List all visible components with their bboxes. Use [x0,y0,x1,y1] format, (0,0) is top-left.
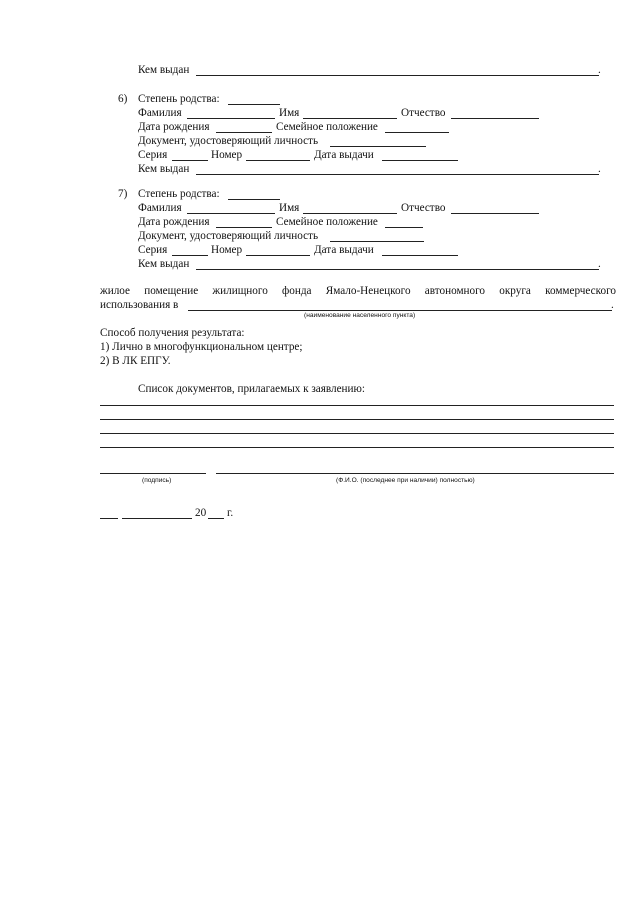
usage-prefix: использования в [100,299,179,311]
series-label: Серия [138,149,168,161]
signature-caption: (подпись) [142,477,172,484]
locality-caption: (наименование населенного пункта) [304,312,416,319]
name-label: Имя [279,202,300,214]
surname-label: Фамилия [138,202,182,214]
period: . [598,258,601,270]
documents-line-3[interactable] [100,433,614,434]
issued-by-line-top[interactable] [196,75,599,76]
birth-date-label: Дата рождения [138,216,210,228]
patronymic-field[interactable] [451,118,539,119]
identity-doc-field[interactable] [330,241,424,242]
series-label: Серия [138,244,168,256]
documents-line-4[interactable] [100,447,614,448]
issue-date-label: Дата выдачи [314,149,374,161]
documents-line-2[interactable] [100,419,614,420]
identity-doc-label: Документ, удостоверяющий личность [138,230,319,242]
surname-field[interactable] [187,213,275,214]
series-field[interactable] [172,255,208,256]
result-option-1: 1) Лично в многофункциональном центре; [100,341,303,353]
issued-by-field[interactable] [196,174,599,175]
issue-date-label: Дата выдачи [314,244,374,256]
year-field[interactable] [208,518,224,519]
series-field[interactable] [172,160,208,161]
signature-line[interactable] [100,473,206,474]
patronymic-label: Отчество [401,107,446,119]
issued-by-label: Кем выдан [138,258,190,270]
name-field[interactable] [303,213,397,214]
documents-title: Список документов, прилагаемых к заявлению: [138,383,365,395]
marital-status-field[interactable] [385,227,423,228]
number-field[interactable] [246,160,310,161]
number-label: Номер [211,244,243,256]
relative-7-number: 7) [118,188,128,200]
year-prefix: 20 [195,507,207,519]
marital-status-label: Семейное положение [276,216,378,228]
marital-status-label: Семейное положение [276,121,378,133]
result-option-2: 2) В ЛК ЕПГУ. [100,355,171,367]
relation-field[interactable] [228,104,280,105]
number-field[interactable] [246,255,310,256]
issue-date-field[interactable] [382,160,458,161]
name-field[interactable] [303,118,397,119]
birth-date-field[interactable] [216,132,272,133]
locality-field[interactable] [188,310,612,311]
year-suffix: г. [227,507,234,519]
day-field[interactable] [100,518,118,519]
fio-line[interactable] [216,473,614,474]
result-method-title: Способ получения результата: [100,327,245,339]
period: . [611,299,614,311]
period: . [598,163,601,175]
issued-by-field[interactable] [196,269,599,270]
issued-by-label-top: Кем выдан [138,64,190,76]
number-label: Номер [211,149,243,161]
birth-date-field[interactable] [216,227,272,228]
month-field[interactable] [122,518,192,519]
housing-paragraph: жилое помещение жилищного фонда Ямало-Ненецкого автономного округа коммерческого [100,285,616,297]
relation-field[interactable] [228,199,280,200]
identity-doc-label: Документ, удостоверяющий личность [138,135,319,147]
patronymic-field[interactable] [451,213,539,214]
patronymic-label: Отчество [401,202,446,214]
birth-date-label: Дата рождения [138,121,210,133]
marital-status-field[interactable] [385,132,449,133]
relation-label: Степень родства: [138,93,220,105]
documents-line-1[interactable] [100,405,614,406]
issued-by-label: Кем выдан [138,163,190,175]
surname-label: Фамилия [138,107,182,119]
relation-label: Степень родства: [138,188,220,200]
name-label: Имя [279,107,300,119]
issue-date-field[interactable] [382,255,458,256]
period: . [598,64,601,76]
relative-6-number: 6) [118,93,128,105]
fio-caption: (Ф.И.О. (последнее при наличии) полностью) [336,477,475,484]
identity-doc-field[interactable] [330,146,426,147]
surname-field[interactable] [187,118,275,119]
